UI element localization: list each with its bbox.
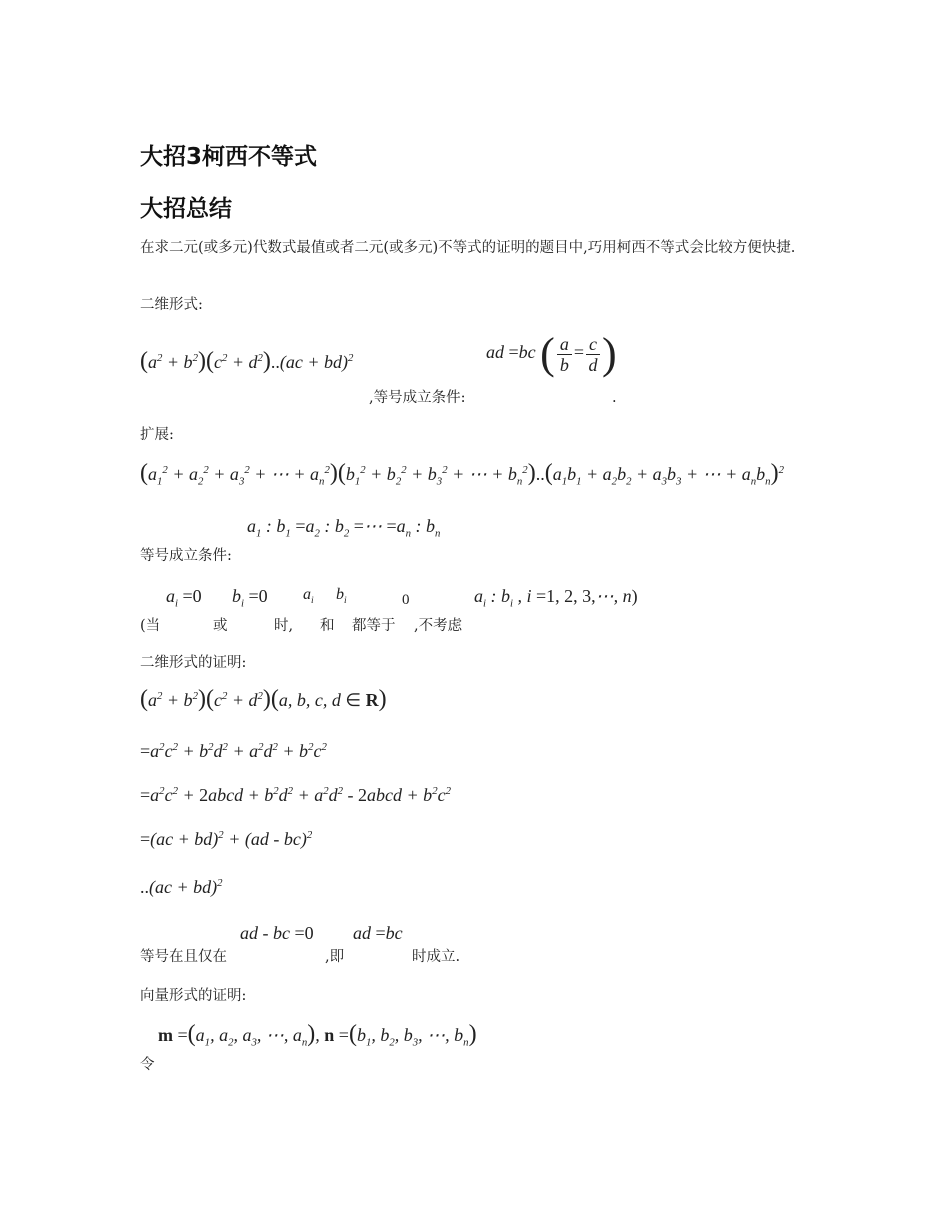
note-word-1: (当 (140, 618, 161, 634)
note-word-3: 时, (274, 618, 294, 634)
note-word-6: ,不考虑 (414, 618, 463, 634)
label-eq-condition: 等号成立条件: (140, 548, 232, 564)
text-ling: 令 (140, 1057, 155, 1073)
page-title: 大招3柯西不等式 (140, 144, 318, 170)
proof-end-3: 时成立. (412, 949, 461, 965)
label-proof-2d: 二维形式的证明: (140, 655, 247, 671)
math-ratio-index: $a_i$ : $b_i$ , i =1, 2, 3,⋯, n) (474, 586, 638, 610)
proof-line-4: =(ac + bd)$^2$ + (ad - bc)$^2$ (140, 829, 313, 849)
math-ad-minus-bc: ad - bc =0 (240, 923, 314, 943)
math-ad-eq-bc: ad =bc (353, 923, 403, 943)
proof-line-1: $(a^2 + b^2)(c^2 + d^2)(a$, b, c, d ∈ R) (140, 686, 387, 712)
math-zero: 0 (402, 592, 410, 608)
label-extension: 扩展: (140, 427, 174, 443)
math-ai: $a_i$ (303, 586, 314, 607)
note-word-5: 都等于 (352, 618, 396, 634)
note-word-2: 或 (213, 618, 228, 634)
proof-end-1: 等号在且仅在 (140, 949, 227, 965)
section-heading: 大招总结 (140, 196, 232, 222)
eq-condition-text: ,等号成立条件: (369, 390, 466, 406)
formula-extension: ($a_1^2 + a_2^2 + a_3^2$ + ⋯ + $a_n^2)(b_1^2 + b_2^2 + b_3^2$ + ⋯ + $b_n^2)..(a_1b_1 + a_2b_2 + a_3b_3$ + ⋯ + $a_nb_n)^2$ (140, 460, 784, 488)
proof-line-3: $=a^2c^2$ + 2abcd + $b^2d^2 + a^2d^2$ - 2abcd + $b^2c^2$ (140, 785, 451, 805)
proof-end-2: ,即 (325, 949, 345, 965)
formula-vector: $m =(a_1$, $a_2$, $a_3$, ⋯, $a_n$), $n =(b_1$, $b_2$, $b_3$, ⋯, $b_n$) (158, 1021, 477, 1049)
label-proof-vector: 向量形式的证明: (140, 988, 247, 1004)
note-word-4: 和 (320, 618, 335, 634)
math-bi-zero: $b_i =0$ (232, 586, 268, 610)
math-ai-zero: $a_i =0$ (166, 586, 202, 610)
eq-condition-period: . (612, 390, 617, 406)
formula-2d-condition: ad =bc ( $\frac{a}{b}$ = $\frac{c}{d}$ ) (486, 329, 617, 378)
intro-paragraph: 在求二元(或多元)代数式最值或者二元(或多元)不等式的证明的题目中,巧用柯西不等式会比较方便快捷. (140, 240, 796, 256)
label-2d-form: 二维形式: (140, 297, 203, 313)
proof-line-2: $=a^2c^2 + b^2d^2 + a^2d^2 + b^2c^2$ (140, 741, 327, 761)
formula-extension-condition: $a_1$ : $b_1 =a_2$ : $b_2$ =⋯ $=a_n$ : $b_n$ (247, 516, 441, 540)
formula-2d: $(a^2 + b^2)(c^2 + d^2)..(ac + bd)^2$ (140, 348, 354, 374)
math-bi: $b_i$ (336, 586, 347, 607)
proof-line-5: ..(ac + bd)$^2$ (140, 877, 223, 897)
